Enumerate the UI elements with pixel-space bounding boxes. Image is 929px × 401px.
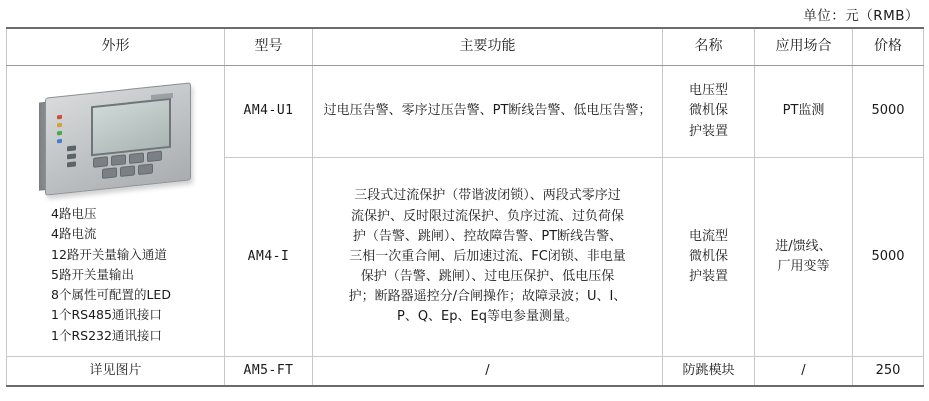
product-name-line: 电流型 (688, 228, 728, 244)
table-row (7, 66, 924, 158)
product-spec-table (6, 27, 924, 387)
application-scene-line: 进/馈线、 (775, 238, 832, 254)
device-photo (39, 82, 199, 194)
product-feature-list (13, 204, 171, 352)
product-name (663, 157, 755, 356)
device-screen (91, 98, 171, 156)
product-name: 防跳模块 (663, 356, 755, 386)
feature-item: 1个RS485通讯接口 (51, 307, 162, 323)
application-scene-line: 厂用变等 (777, 258, 830, 274)
model-code: AM5-FT (225, 356, 313, 386)
feature-item: 8个属性可配置的LED (51, 287, 171, 302)
model-code: AM4-U1 (225, 66, 313, 158)
function-line: 护；断路器遥控分/合闸操作；故障录波；U、I、 (348, 289, 627, 305)
function-description: / (313, 356, 663, 386)
unit-note: 单位：元（RMB） (803, 8, 919, 24)
product-price: 250 (853, 356, 924, 386)
feature-item: 4路电压 (51, 206, 97, 221)
application-scene (755, 157, 853, 356)
application-scene: / (755, 356, 853, 386)
header-scene: 应用场合 (755, 28, 853, 66)
feature-item: 4路电流 (51, 226, 97, 242)
function-line: 流保护、反时限过流保护、负序过流、过负荷保 (350, 208, 624, 224)
product-name-line: 微机保 (688, 103, 728, 119)
function-description (313, 157, 663, 356)
product-name (663, 66, 755, 158)
function-line: 三相一次重合闸、后加速过流、FC闭锁、非电量 (349, 248, 626, 264)
table-header-row (7, 28, 924, 66)
function-line: 保护（告警、跳闸）、过电压保护、低电压保 (360, 268, 615, 284)
header-price: 价格 (853, 28, 924, 66)
product-shape-note: 详见图片 (7, 356, 225, 386)
product-shape-cell (7, 66, 225, 357)
table-row (7, 356, 924, 386)
device-led-panel (55, 110, 85, 171)
header-function: 主要功能 (313, 28, 663, 66)
header-shape: 外形 (7, 28, 225, 66)
application-scene: PT监测 (755, 66, 853, 158)
function-line: P、Q、Ep、Eq等电参量测量。 (396, 309, 578, 325)
product-name-line: 电压型 (688, 83, 728, 99)
function-description: 过电压告警、零序过压告警、PT断线告警、低电压告警； (313, 66, 663, 158)
product-name-line: 护装置 (688, 268, 728, 284)
header-name: 名称 (663, 28, 755, 66)
product-price: 5000 (853, 157, 924, 356)
function-line: 护（告警、跳闸）、控故障告警、PT断线告警、 (352, 228, 623, 244)
product-name-line: 微机保 (688, 248, 728, 264)
model-code: AM4-I (225, 157, 313, 356)
product-price: 5000 (853, 66, 924, 158)
feature-item: 1个RS232通讯接口 (51, 327, 162, 343)
feature-item: 12路开关量输入通道 (51, 246, 167, 262)
header-model: 型号 (225, 28, 313, 66)
function-line: 三段式过流保护（带谐波闭锁）、两段式零序过 (354, 188, 621, 204)
feature-item: 5路开关量输出 (51, 266, 134, 282)
product-name-line: 护装置 (688, 123, 728, 139)
